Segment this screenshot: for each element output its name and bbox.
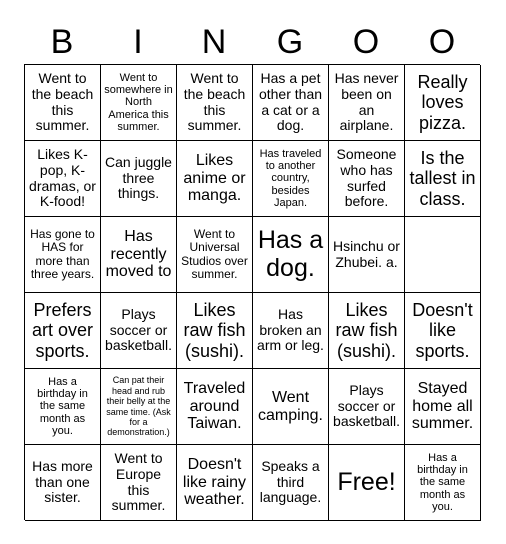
bingo-cell[interactable]: Stayed home all summer. (405, 369, 481, 445)
bingo-cell[interactable]: Doesn't like sports. (405, 293, 481, 369)
bingo-cell[interactable]: Doesn't like rainy weather. (177, 445, 253, 521)
bingo-cell[interactable]: Has more than one sister. (25, 445, 101, 521)
header-letter: N (201, 23, 227, 61)
free-space-cell[interactable]: Free! (329, 445, 405, 521)
header-letter: G (276, 23, 304, 61)
bingo-cell[interactable] (405, 217, 481, 293)
bingo-board (24, 64, 480, 520)
bingo-cell[interactable]: Went to Universal Studios over summer. (177, 217, 253, 293)
bingo-cell[interactable]: Likes raw fish (sushi). (329, 293, 405, 369)
bingo-cell[interactable]: Someone who has surfed before. (329, 141, 405, 217)
bingo-cell[interactable]: Has a birthday in the same month as you. (405, 445, 481, 521)
bingo-cell[interactable]: Can pat their head and rub their belly at the same time. (Ask for a demonstration.) (101, 369, 177, 445)
bingo-cell[interactable]: Can juggle three things. (101, 141, 177, 217)
header-letter: B (50, 23, 74, 61)
bingo-cell[interactable]: Hsinchu or Zhubei. a. (329, 217, 405, 293)
bingo-cell[interactable]: Went to Europe this summer. (101, 445, 177, 521)
bingo-cell[interactable]: Has never been on an airplane. (329, 65, 405, 141)
bingo-cell[interactable]: Likes K-pop, K-dramas, or K-food! (25, 141, 101, 217)
bingo-cell[interactable]: Plays soccer or basketball. (101, 293, 177, 369)
bingo-cell[interactable]: Has gone to HAS for more than three years. (25, 217, 101, 293)
bingo-cell[interactable]: Likes raw fish (sushi). (177, 293, 253, 369)
bingo-cell[interactable]: Went to somewhere in North America this summer. (101, 65, 177, 141)
bingo-cell[interactable]: Has recently moved to (101, 217, 177, 293)
bingo-cell[interactable]: Prefers art over sports. (25, 293, 101, 369)
bingo-cell[interactable]: Has broken an arm or leg. (253, 293, 329, 369)
header-letter: I (133, 23, 143, 61)
header-letter: O (352, 23, 380, 61)
bingo-cell[interactable]: Has traveled to another country, besides Japan. (253, 141, 329, 217)
bingo-header (24, 22, 480, 62)
bingo-cell[interactable]: Went to the beach this summer. (25, 65, 101, 141)
bingo-cell[interactable]: Went to the beach this summer. (177, 65, 253, 141)
bingo-cell[interactable]: Has a pet other than a cat or a dog. (253, 65, 329, 141)
bingo-cell[interactable]: Is the tallest in class. (405, 141, 481, 217)
bingo-cell[interactable]: Traveled around Taiwan. (177, 369, 253, 445)
bingo-cell[interactable]: Plays soccer or basketball. (329, 369, 405, 445)
bingo-cell[interactable]: Really loves pizza. (405, 65, 481, 141)
bingo-cell[interactable]: Went camping. (253, 369, 329, 445)
bingo-cell[interactable]: Has a birthday in the same month as you. (25, 369, 101, 445)
bingo-cell[interactable]: Speaks a third language. (253, 445, 329, 521)
bingo-cell[interactable]: Has a dog. (253, 217, 329, 293)
bingo-cell[interactable]: Likes anime or manga. (177, 141, 253, 217)
header-letter: O (428, 23, 456, 61)
